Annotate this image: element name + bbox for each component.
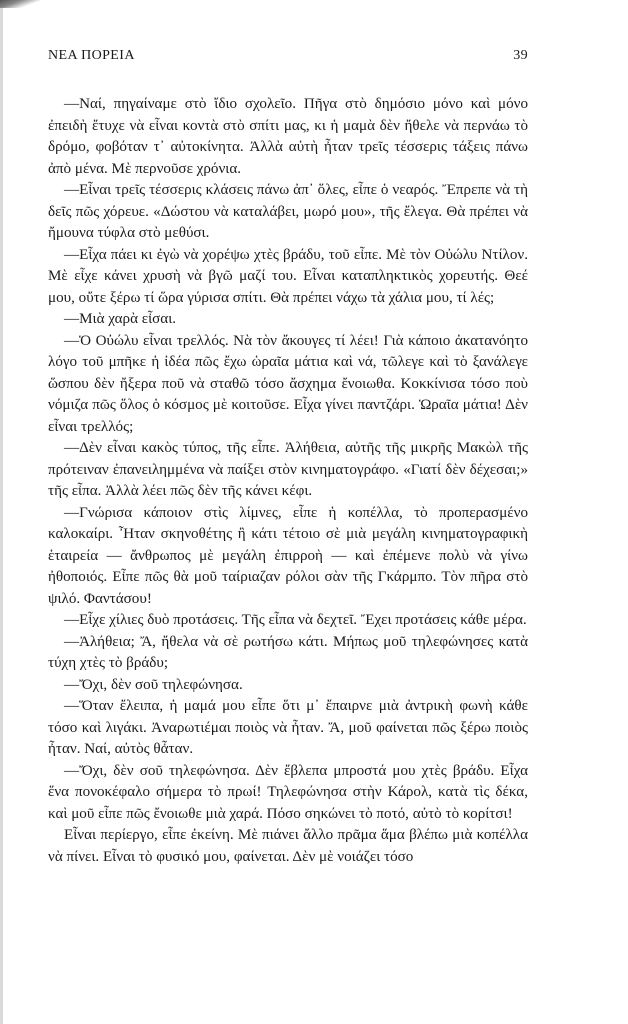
scan-corner-mark — [0, 0, 40, 8]
paragraph: —Γνώρισα κάποιον στὶς λίμνες, εἶπε ἡ κοπέλλα, τὸ προπερασμένο καλοκαίρι. Ἦταν σκηνοθέτης ἢ κάτι τέτοιο σὲ μιὰ μεγάλη κινηματογραφικὴ ἑταιρεία — ἄνθρωπος μὲ μεγάλη ἐπιρροὴ — καὶ ἐπέμενε πολὺ νὰ γίνω ἠθοποιός. Εἶπε πῶς θὰ μοῦ ταίριαζαν ρόλοι σὰν τῆς Γκάρμπο. Τὸν πῆρα στὸ ψιλό. Φαντάσου! — [48, 504, 528, 607]
page-number: 39 — [513, 48, 528, 63]
paragraph: —Ὁ Οὐώλυ εἶναι τρελλός. Νὰ τὸν ἄκουγες τί λέει! Γιὰ κάποιο ἀκατανόητο λόγο τοῦ μπῆκε ἡ ἰδέα πῶς ἔχω ὡραῖα μάτια καὶ νά, τῶλεγε καὶ τὸ ξανάλεγε ὥσπου δὲν ἤξερα ποῦ νὰ σταθῶ τόσο ἄσχημα ἔνοιωθα. Κοκκίνισα τόσο ποὺ νόμιζα πῶς ὅλος ὁ κόσμος μὲ κοιτοῦσε. Εἶχα γίνει παντζάρι. Ὡραῖα μάτια! Δὲν εἶναι τρελλός; — [48, 332, 528, 435]
body-text — [48, 94, 528, 868]
paragraph: —Ὄχι, δὲν σοῦ τηλεφώνησα. — [64, 676, 243, 693]
paragraph: —Ναί, πηγαίναμε στὸ ἴδιο σχολεῖο. Πῆγα στὸ δημόσιο μόνο καὶ μόνο ἐπειδὴ ἔτυχε νὰ εἶναι κοντὰ στὸ σπίτι μας, κι ἡ μαμὰ δὲν ἤθελε νὰ περνάω τὸ δρόμο, φοβόταν τ᾽ αὐτοκίνητα. Ἀλλὰ αὐτὴ ἦταν τρεῖς τέσσερις τάξεις πάνω ἀπὸ μένα. Μὲ περνοῦσε χρόνια. — [48, 96, 528, 177]
journal-title: ΝΕΑ ΠΟΡΕΙΑ — [48, 48, 135, 63]
paragraph: —Ὄχι, δὲν σοῦ τηλεφώνησα. Δὲν ἔβλεπα μπροστά μου χτὲς βράδυ. Εἶχα ἕνα πονοκέφαλο σήμερα τὸ πρωί! Τηλεφώνησα στὴν Κάρολ, κατὰ τὶς δέκα, καὶ μοῦ εἶπε πῶς ἔνοιωθε μιὰ χαρά. Πόσο σηκώνει τὸ ποτό, αὐτὸ τὸ κορίτσι! — [48, 762, 528, 822]
paragraph: —Δὲν εἶναι κακὸς τύπος, τῆς εἶπε. Ἀλήθεια, αὐτῆς τῆς μικρῆς Μακὼλ τῆς πρότειναν ἐπανειλημμένα νὰ παίξει στὸν κινηματογράφο. «Γιατί δὲν δέχεσαι;» τῆς εἶπα. Ἀλλὰ λέει πῶς δὲν τῆς κάνει κέφι. — [48, 440, 528, 499]
paragraph: —Ὅταν ἔλειπα, ἡ μαμά μου εἶπε ὅτι μ᾽ ἔπαιρνε μιὰ ἀντρικὴ φωνὴ κάθε τόσο καὶ λιγάκι. Ἀναρωτιέμαι ποιὸς νὰ ἦταν. Ἄ, μοῦ φαίνεται πῶς ξέρω ποιὸς ἦταν. Ναί, αὐτὸς θἆταν. — [48, 698, 528, 757]
paragraph: —Εἶχα πάει κι ἐγὼ νὰ χορέψω χτὲς βράδυ, τοῦ εἶπε. Μὲ τὸν Οὐώλυ Ντίλον. Μὲ εἶχε κάνει χρυσὴ νὰ βγῶ μαζί του. Εἶναι καταπληκτικὸς χορευτής. Θεέ μου, οὔτε ξέρω τί ὥρα γύρισα σπίτι. Θὰ πρέπει νάχω τὰ χάλια μου, τί λές; — [48, 246, 528, 306]
paragraph: —Ἀλήθεια; Ἄ, ἤθελα νὰ σὲ ρωτήσω κάτι. Μήπως μοῦ τηλεφώνησες κατὰ τύχη χτὲς τὸ βράδυ; — [48, 633, 528, 671]
paragraph: —Εἶχε χίλιες δυὸ προτάσεις. Τῆς εἶπα νὰ δεχτεῖ. Ἔχει προτάσεις κάθε μέρα. — [64, 612, 527, 628]
paragraph: —Εἶναι τρεῖς τέσσερις κλάσεις πάνω ἀπ᾽ ὅλες, εἶπε ὁ νεαρός. Ἔπρεπε νὰ τὴ δεῖς πῶς χόρευε. «Δώστου νὰ καταλάβει, μωρό μου», τῆς ἔλεγα. Θὰ πρέπει νὰ ἤμουνα τύφλα στὸ μεθύσι. — [48, 182, 528, 241]
paragraph: Εἶναι περίεργο, εἶπε ἐκείνη. Μὲ πιάνει ἄλλο πρᾶμα ἅμα βλέπω μιὰ κοπέλλα νὰ πίνει. Εἶναι τὸ φυσικό μου, φαίνεται. Δὲν μὲ νοιάζει τόσο — [48, 827, 528, 865]
running-head — [48, 48, 528, 64]
scan-edge-shadow — [0, 0, 3, 1024]
paragraph: —Μιὰ χαρὰ εἶσαι. — [64, 311, 177, 327]
